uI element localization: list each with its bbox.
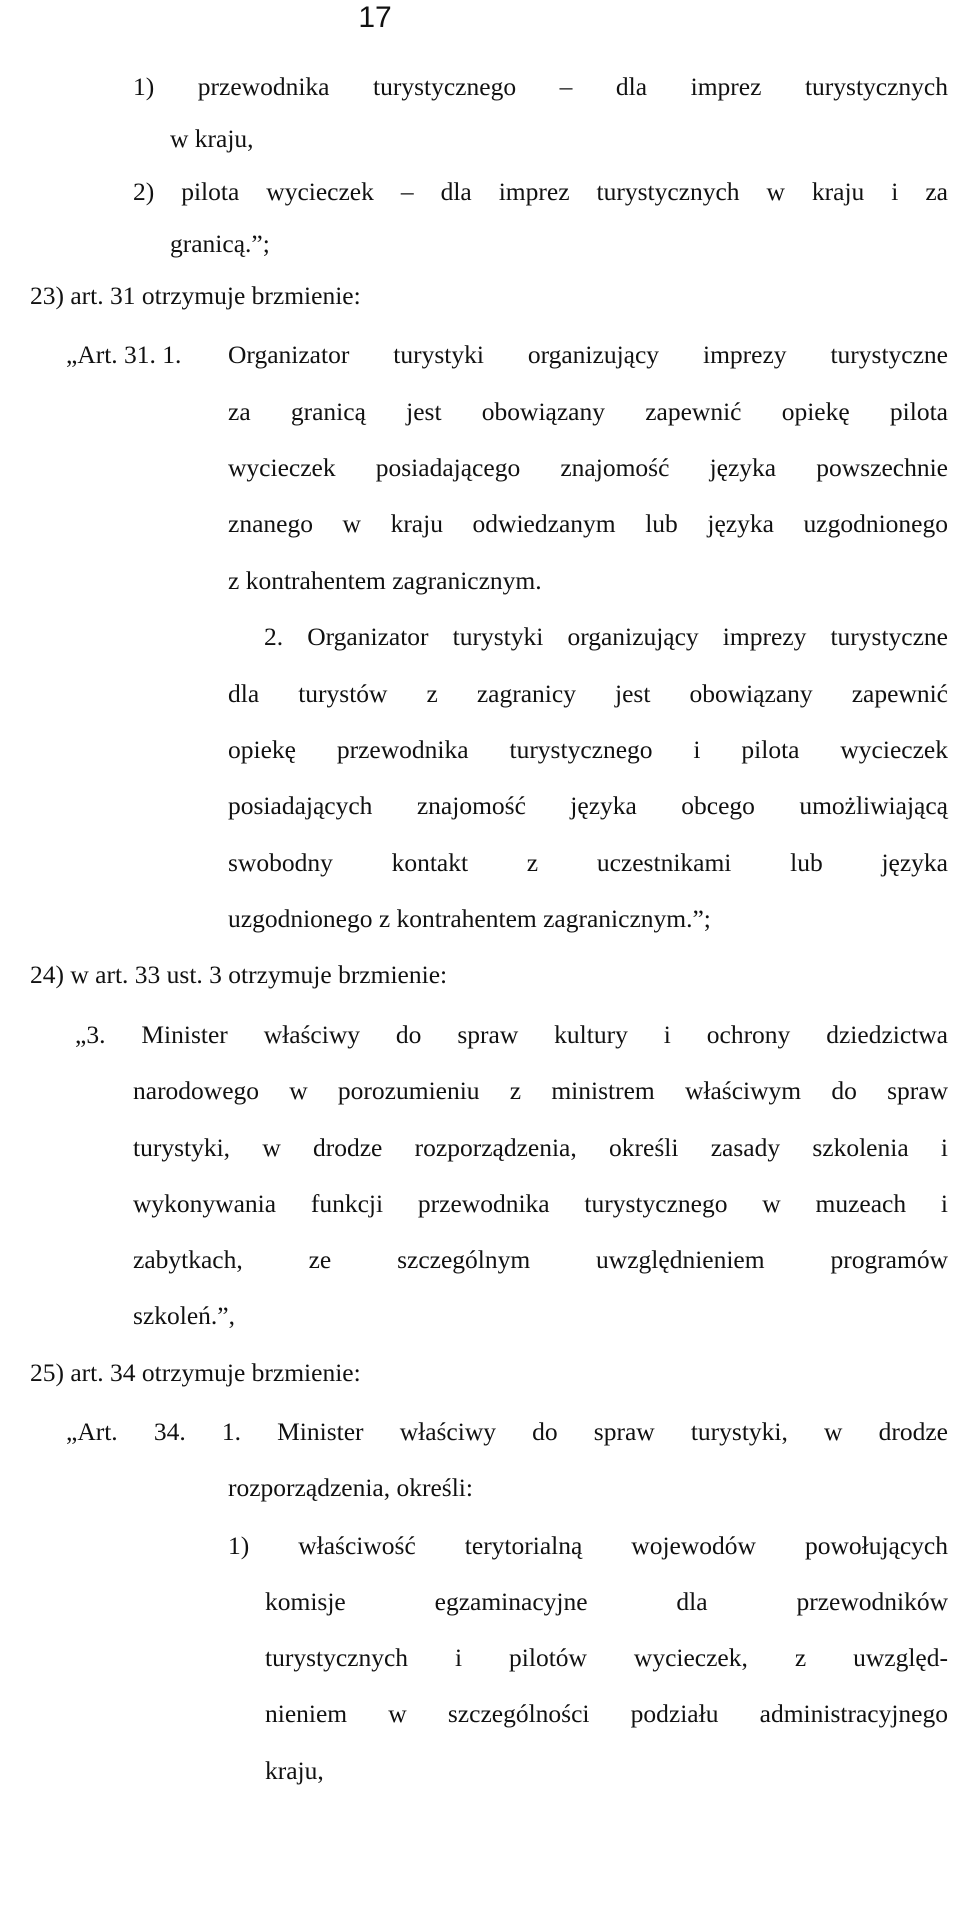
- text-line: kraju,: [265, 1756, 324, 1785]
- text-line: z kontrahentem zagranicznym.: [228, 566, 542, 595]
- text-line: nieniem w szczególności podziału administracyjnego: [265, 1699, 948, 1728]
- text-line: granicą.”;: [170, 229, 270, 258]
- text-line: znanego w kraju odwiedzanym lub języka uzgodnionego: [228, 509, 948, 538]
- text-line: narodowego w porozumieniu z ministrem właściwym do spraw: [133, 1076, 948, 1105]
- text-line: posiadających znajomość języka obcego umożliwiającą: [228, 791, 948, 820]
- text-line: uzgodnionego z kontrahentem zagranicznym.”;: [228, 904, 711, 933]
- text-line: opiekę przewodnika turystycznego i pilota wycieczek: [228, 735, 948, 764]
- text-line: dla turystów z zagranicy jest obowiązany zapewnić: [228, 679, 948, 708]
- text-line: „Art. 34. 1. Minister właściwy do spraw turystyki, w drodze: [66, 1417, 948, 1446]
- text-line: swobodny kontakt z uczestnikami lub języka: [228, 848, 948, 877]
- text-line: turystyki, w drodze rozporządzenia, określi zasady szkolenia i: [133, 1133, 948, 1162]
- text-line: 23) art. 31 otrzymuje brzmienie:: [30, 281, 361, 310]
- text-line: 2. Organizator turystyki organizujący imprezy turystyczne: [264, 622, 948, 651]
- text-line: 24) w art. 33 ust. 3 otrzymuje brzmienie:: [30, 960, 448, 989]
- text-line: „3. Minister właściwy do spraw kultury i ochrony dziedzictwa: [75, 1020, 948, 1049]
- text-line: wycieczek posiadającego znajomość języka powszechnie: [228, 453, 948, 482]
- text-line: 1) przewodnika turystycznego – dla imprez turystycznych: [133, 72, 948, 101]
- text-line: zabytkach, ze szczególnym uwzględnieniem programów: [133, 1245, 948, 1274]
- text-line: 2) pilota wycieczek – dla imprez turystycznych w kraju i za: [133, 177, 948, 206]
- text-line: turystycznych i pilotów wycieczek, z uwzględ-: [265, 1643, 948, 1672]
- text-line: wykonywania funkcji przewodnika turystycznego w muzeach i: [133, 1189, 948, 1218]
- text-line: w kraju,: [170, 124, 254, 153]
- text-line: komisje egzaminacyjne dla przewodników: [265, 1587, 948, 1616]
- text-line: „Art. 31. 1.: [66, 340, 182, 369]
- text-line: rozporządzenia, określi:: [228, 1473, 473, 1502]
- text-line: 25) art. 34 otrzymuje brzmienie:: [30, 1358, 361, 1387]
- text-line: 1) właściwość terytorialną wojewodów powołujących: [228, 1531, 948, 1560]
- text-line: Organizator turystyki organizujący imprezy turystyczne: [228, 340, 948, 369]
- page-number: 17: [358, 1, 392, 34]
- text-line: za granicą jest obowiązany zapewnić opiekę pilota: [228, 397, 948, 426]
- text-line: szkoleń.”,: [133, 1301, 235, 1330]
